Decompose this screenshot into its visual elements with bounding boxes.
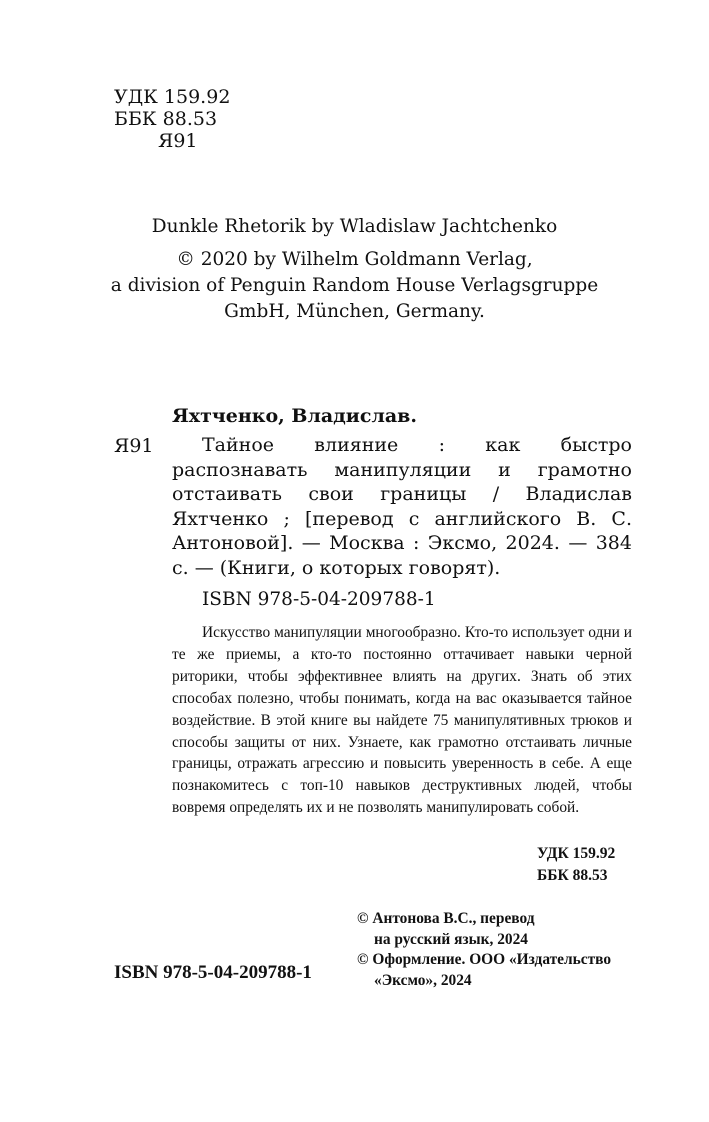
copyright-block <box>357 909 611 991</box>
original-copyright-line: © 2020 by Wilhelm Goldmann Verlag, <box>176 249 533 270</box>
original-copyright-line: GmbH, München, Germany. <box>224 301 485 322</box>
copyright-line: на русский язык, 2024 <box>374 930 528 948</box>
abstract-bbk: ББК 88.53 <box>537 867 608 884</box>
abstract-udk: УДК 159.92 <box>537 845 616 862</box>
catalog-isbn: ISBN 978-5-04-209788-1 <box>202 589 436 610</box>
abstract-codes <box>537 843 615 887</box>
catalog-description <box>172 433 632 580</box>
catalog-description-text: Тайное влияние : как быстро распознавать манипуляции и грамотно отстаивать свои границы / Владислав Яхтченко ; [перевод с английского В. С. Антоновой]. — Москва : Эксмо, 2024. — 384 с. — (Книги, о которых говорят). <box>172 434 632 579</box>
catalog-code: Я91 <box>114 435 154 457</box>
catalog-author: Яхтченко, Владислав. <box>172 405 417 427</box>
isbn-bottom: ISBN 978-5-04-209788-1 <box>114 962 312 983</box>
copyright-line: © Оформление. ООО «Издательство <box>357 951 612 969</box>
author-mark: Я91 <box>158 130 198 152</box>
classification-block <box>114 86 230 152</box>
abstract-text: Искусство манипуляции многообразно. Кто-то использует одни и те же приемы, а кто-то постоянно оттачивает навыки черной риторики, чтобы эффективнее влиять на других. Знать об этих способах полезно, чтобы понимать, когда на вас оказывается тайное воздействие. В этой книге вы найдете 75 манипулятивных трюков и способы защиты от них. Узнаете, как грамотно отстаивать личные границы, отражать агрессию и повысить уверенность в себе. А еще познакомитесь с топ-10 навыков деструктивных людей, чтобы вовремя определять их и не позволять манипулировать собой. <box>172 624 632 817</box>
copyright-line: «Эксмо», 2024 <box>374 971 472 989</box>
bbk-code: ББК 88.53 <box>114 108 218 130</box>
udk-code: УДК 159.92 <box>114 86 231 108</box>
copyright-line: © Антонова В.С., перевод <box>357 910 535 927</box>
original-title-line: Dunkle Rhetorik by Wladislaw Jachtchenko <box>151 216 558 237</box>
original-copyright-line: a division of Penguin Random House Verlagsgruppe <box>110 275 599 296</box>
